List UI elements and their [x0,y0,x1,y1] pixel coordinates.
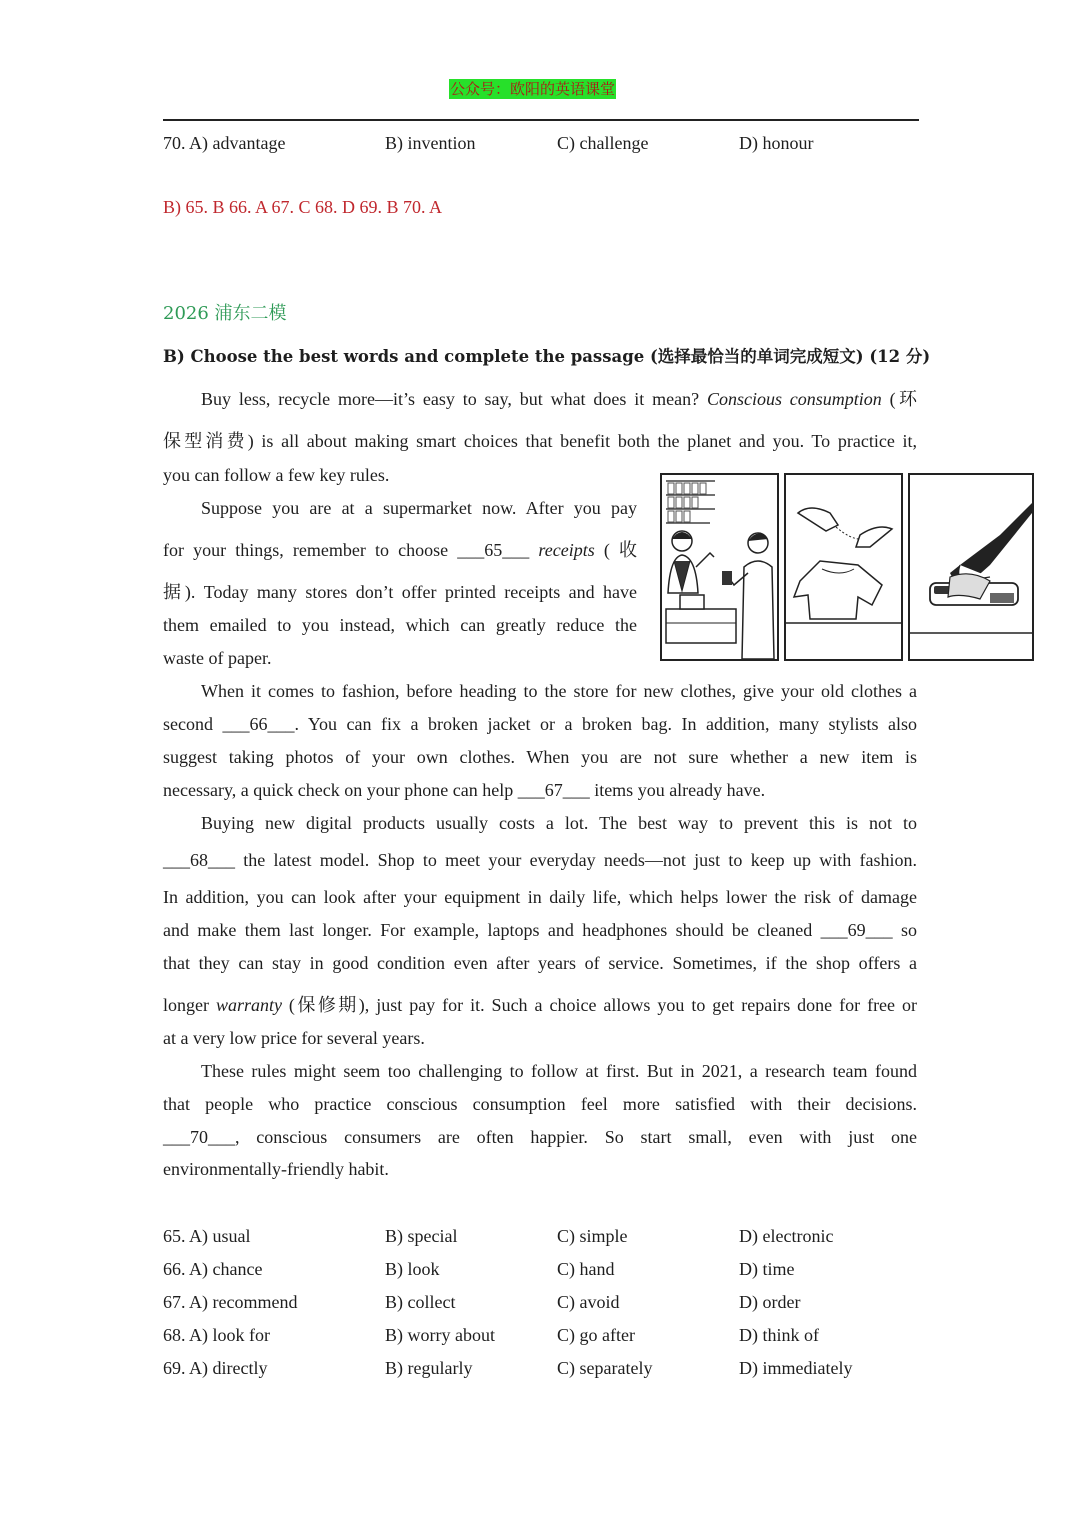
question-68-option-a: 68. A) look for [163,1325,270,1345]
question-67-option-b: B) collect [385,1292,456,1312]
illustration-panels [660,473,1035,663]
passage-line: ___70___, conscious consumers are often happier. So start small, even with just one [163,1127,917,1147]
question-70-option-b: B) invention [385,133,476,153]
passage-line: that people who practice conscious consumption feel more satisfied with their decisions. [163,1094,917,1114]
question-68-option-b: B) worry about [385,1325,495,1345]
question-66-option-a: 66. A) chance [163,1259,263,1279]
passage-line: Buying new digital products usually costs a lot. The best way to prevent this is not to [201,813,917,833]
passage-line: that they can stay in good condition even after years of service. Sometimes, if the shop offers a [163,953,917,973]
passage-line: for your things, remember to choose ___65___ receipts ( 收 [163,540,637,560]
passage-line: necessary, a quick check on your phone can help ___67___ items you already have. [163,780,766,800]
section-heading: B) Choose the best words and complete the passage (选择最恰当的单词完成短文) (12 分) [163,347,931,366]
passage-line: you can follow a few key rules. [163,465,390,485]
question-68-option-c: C) go after [557,1325,635,1345]
passage-line: ___68___ the latest model. Shop to meet your everyday needs—not just to keep up with fashion. [163,850,917,870]
question-66-option-d: D) time [739,1259,795,1279]
question-68-option-d: D) think of [739,1325,819,1345]
passage-line: suggest taking photos of your own clothes. When you are not sure whether a new item is [163,747,917,767]
header-label: 公众号：欧阳的英语课堂 [450,80,616,98]
passage-line: at a very low price for several years. [163,1028,425,1048]
question-66-option-c: C) hand [557,1259,615,1279]
question-66-option-b: B) look [385,1259,440,1279]
question-65-option-b: B) special [385,1226,458,1246]
question-67-option-d: D) order [739,1292,801,1312]
passage-line: waste of paper. [163,648,272,668]
checkout-scene-illustration [661,474,778,660]
question-70-option-d: D) honour [739,133,814,153]
passage-line: Suppose you are at a supermarket now. After you pay [201,498,637,518]
passage-line: Buy less, recycle more—it’s easy to say, but what does it mean? Conscious consumption (环 [201,389,917,409]
question-69-option-a: 69. A) directly [163,1358,268,1378]
passage-line: second ___66___. You can fix a broken jacket or a broken bag. In addition, many stylists also [163,714,917,734]
passage-line: longer warranty (保修期), just pay for it. Such a choice allows you to get repairs done for free or [163,995,917,1015]
passage-line: and make them last longer. For example, laptops and headphones should be cleaned ___69___ so [163,920,917,940]
question-69-option-d: D) immediately [739,1358,853,1378]
passage-line: them emailed to you instead, which can greatly reduce the [163,615,637,635]
passage-line: These rules might seem too challenging to follow at first. But in 2021, a research team found [201,1061,917,1081]
cleaning-device-illustration [909,474,1033,660]
question-70-option-c: C) challenge [557,133,649,153]
source-title: 2026 浦东二模 [163,303,287,324]
question-69-option-b: B) regularly [385,1358,473,1378]
question-65-option-d: D) electronic [739,1226,834,1246]
passage-line: environmentally-friendly habit. [163,1159,389,1179]
question-70-option-a: 70. A) advantage [163,133,286,153]
answer-key: B) 65. B 66. A 67. C 68. D 69. B 70. A [163,197,443,217]
question-65-option-c: C) simple [557,1226,628,1246]
passage-line: When it comes to fashion, before heading to the store for new clothes, give your old clothes a [201,681,917,701]
passage-line: 保型消费) is all about making smart choices that benefit both the planet and you. To practice it, [163,431,917,451]
question-65-option-a: 65. A) usual [163,1226,251,1246]
mending-clothes-illustration [785,474,902,660]
question-69-option-c: C) separately [557,1358,653,1378]
question-67-option-a: 67. A) recommend [163,1292,298,1312]
passage-line: In addition, you can look after your equipment in daily life, which helps lower the risk of damage [163,887,917,907]
question-67-option-c: C) avoid [557,1292,620,1312]
header-divider [163,119,919,121]
passage-line: 据). Today many stores don’t offer printed receipts and have [163,582,637,602]
